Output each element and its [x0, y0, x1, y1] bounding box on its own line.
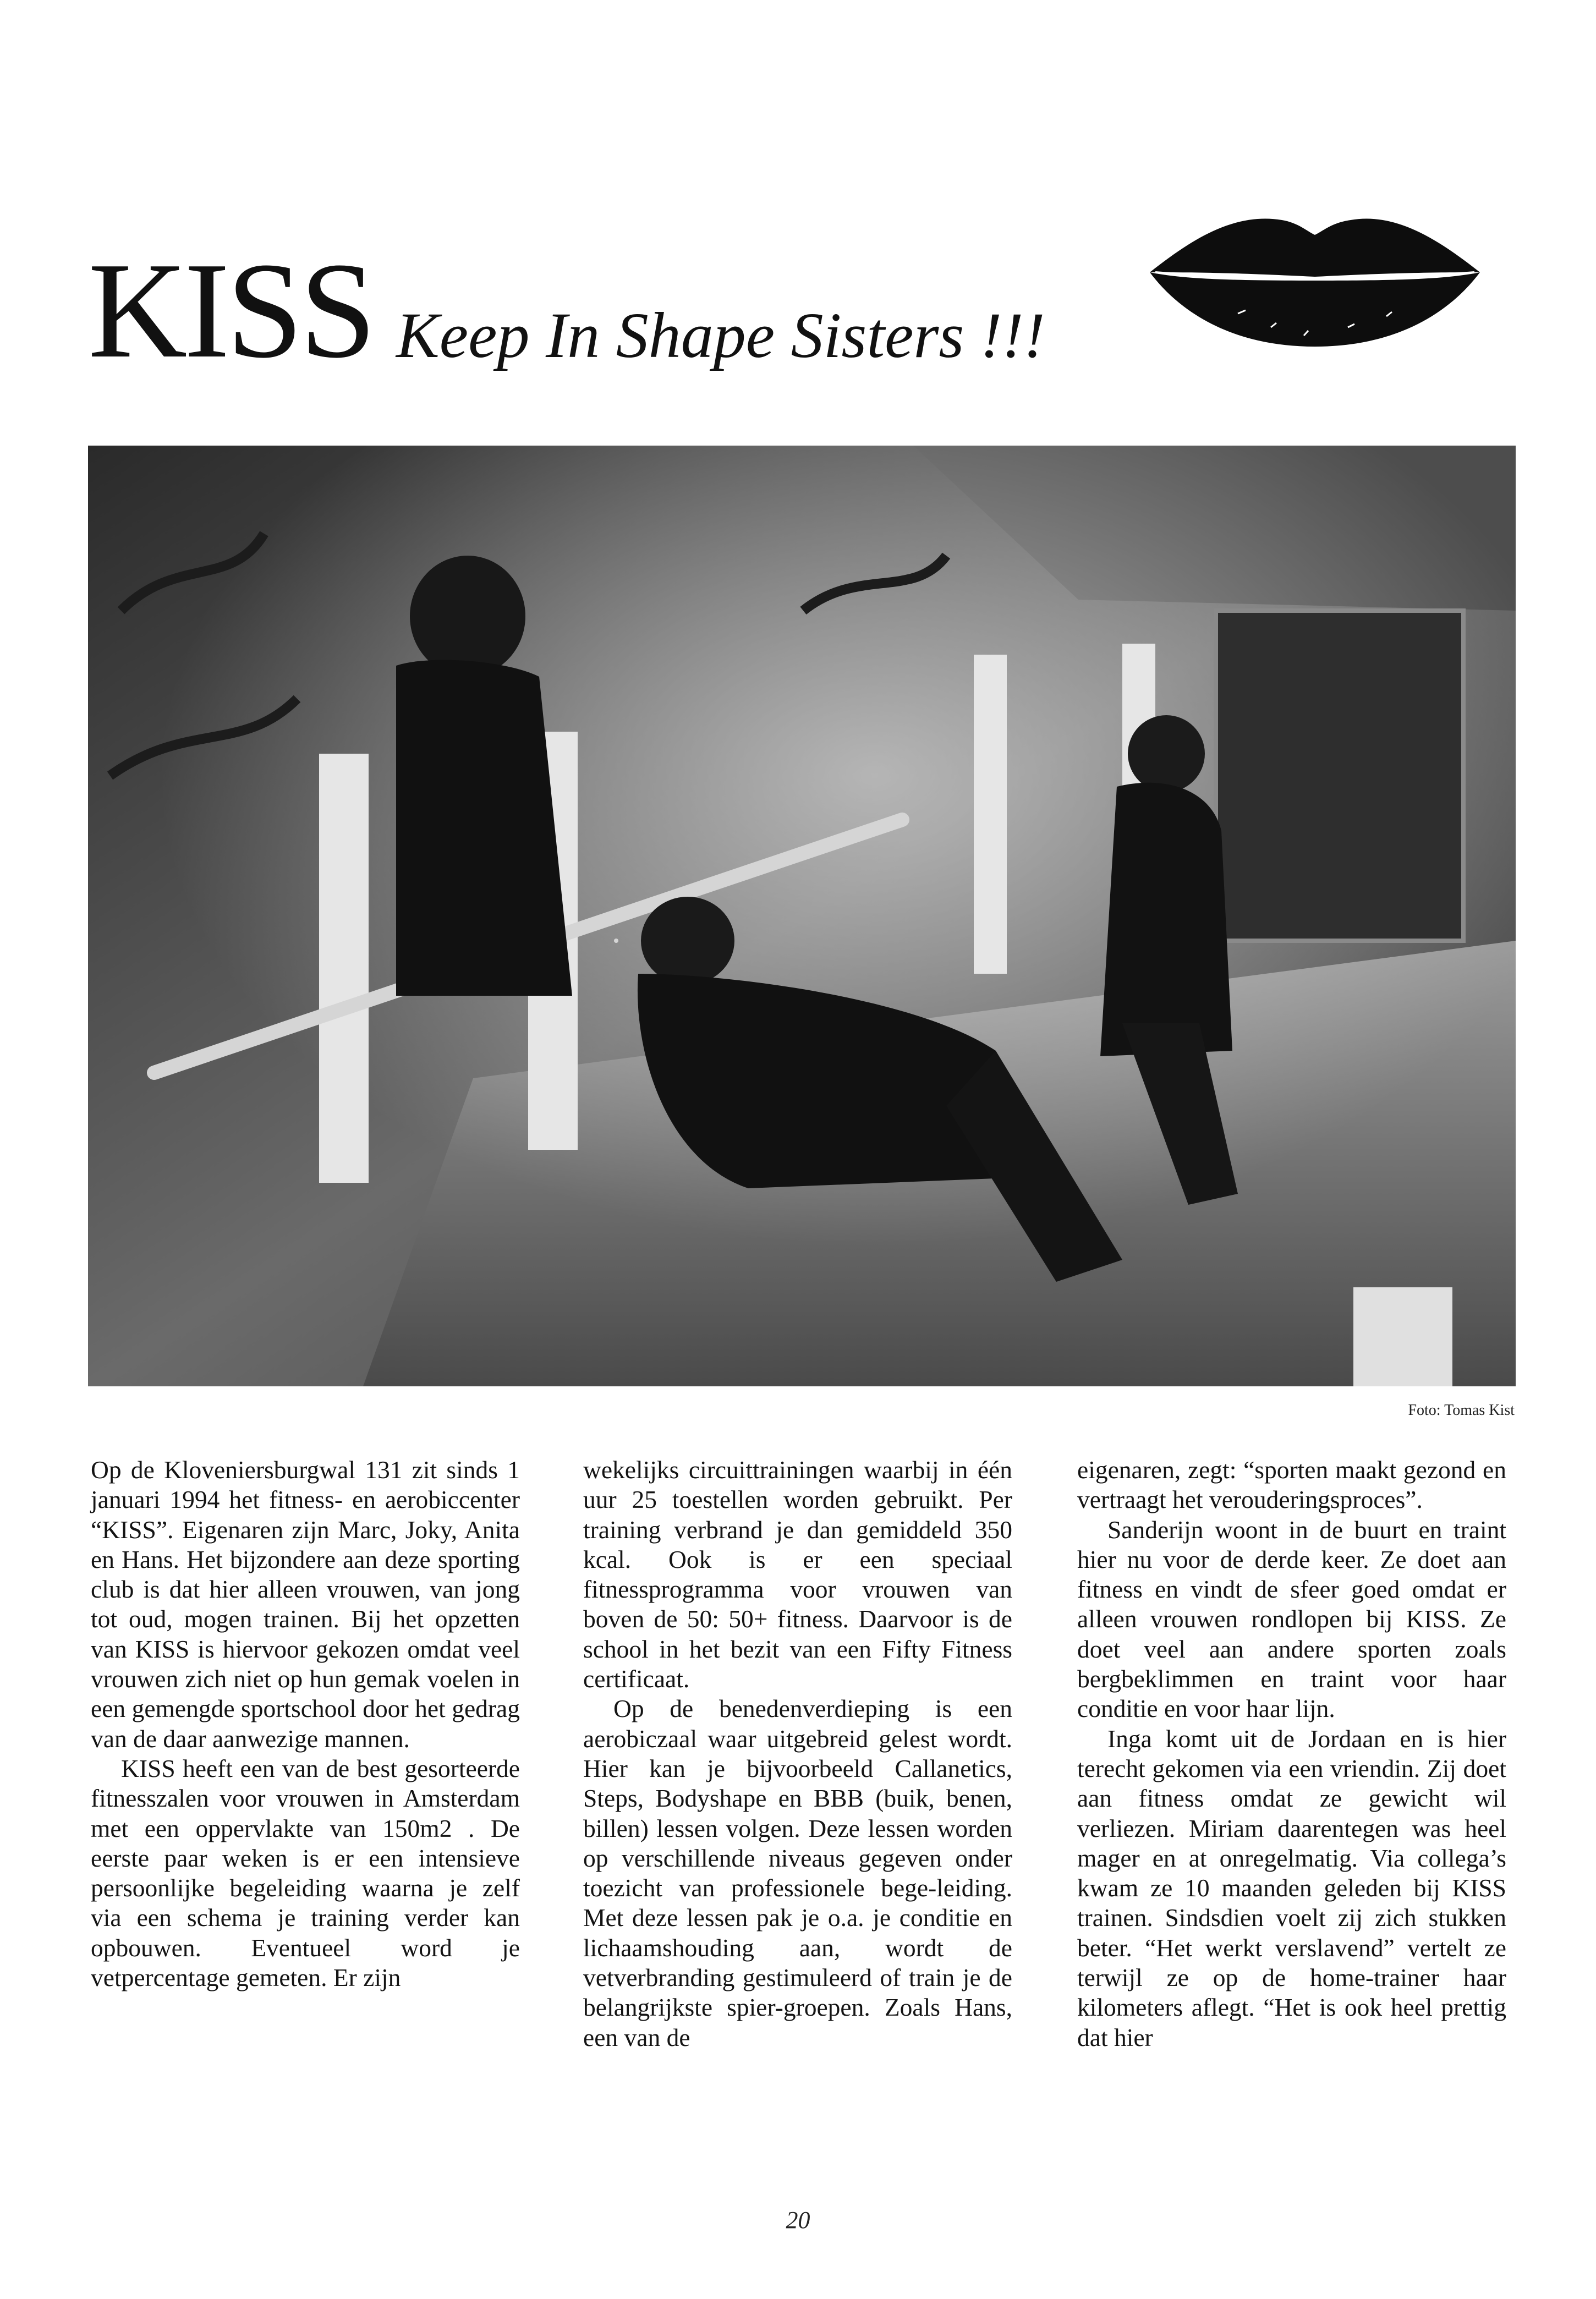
article-subtitle: Keep In Shape Sisters !!! [396, 299, 1045, 371]
paragraph: eigenaren, zegt: “sporten maakt gezond en vertraagt het verouderingsproces”. [1077, 1456, 1506, 1514]
article-column-1 [91, 1455, 520, 2088]
paragraph: Sanderijn woont in de buurt en traint hier nu voor de derde keer. Ze doet aan fitness en vindt de sfeer goed omdat er alleen vrouwen rondlopen bij KISS. Ze doet veel aan andere sporten zoals bergbeklimmen en traint voor haar conditie en voor haar lijn. [1077, 1515, 1506, 1723]
page-number: 20 [786, 2207, 810, 2234]
paragraph: Inga komt uit de Jordaan en is hier terecht gekomen via een vriendin. Zij doet aan fitness omdat ze gewicht wil verliezen. Miriam daarentegen was heel mager en at onregelmatig. Via collega’s kwam ze 10 maanden geleden bij KISS trainen. Sindsdien voelt zij zich stukken beter. “Het werkt verslavend” vertelt ze terwijl ze op de home-trainer haar kilometers aflegt. “Het is ook heel prettig dat hier [1077, 1724, 1506, 2051]
photo-credit: Foto: Tomas Kist [1408, 1402, 1515, 1419]
paragraph: KISS heeft een van de best gesorteerde fitnesszalen voor vrouwen in Amsterdam met een oppervlakte van 150m2 . De eerste paar weken is er een intensieve persoonlijke begeleiding waarna je zelf via een schema je training verder kan opbouwen. Eventueel word je vetpercentage gemeten. Er zijn [91, 1754, 520, 1992]
gym-photo-icon [88, 446, 1516, 1386]
lips-icon [1139, 190, 1491, 355]
article-column-2 [583, 1455, 1012, 2088]
paragraph: Op de Kloveniersburgwal 131 zit sinds 1 januari 1994 het fitness- en aerobiccenter “KISS”. Eigenaren zijn Marc, Joky, Anita en Hans. Het bijzondere aan deze sporting club is dat hier alleen vrouwen, van jong tot oud, mogen trainen. Bij het opzetten van KISS is hiervoor gekozen omdat veel vrouwen zich niet op hun gemak voelen in een gemengde sportschool door het gedrag van de daar aanwezige mannen. [91, 1456, 520, 1753]
article-column-3 [1077, 1455, 1506, 2088]
article-title: KISS [88, 234, 373, 387]
paragraph: Op de benedenverdieping is een aerobiczaal waar uitgebreid gelest wordt. Hier kan je bijvoorbeeld Callanetics, Steps, Bodyshape en BBB (buik, benen, billen) lessen volgen. Deze lessen worden op verschillende niveaus gegeven onder toezicht van professionele bege-leiding. Met deze lessen pak je o.a. je conditie en lichaamshouding aan, wordt de vetverbranding gestimuleerd of train je de belangrijkste spier-groepen. Zoals Hans, een van de [583, 1694, 1012, 2051]
paragraph: wekelijks circuittrainingen waarbij in één uur 25 toestellen worden gebruikt. Per training verbrand je dan gemiddeld 350 kcal. Ook is er een speciaal fitnessprogramma voor vrouwen van boven de 50: 50+ fitness. Daarvoor is de school in het bezit van een Fifty Fitness certificaat. [583, 1456, 1012, 1693]
